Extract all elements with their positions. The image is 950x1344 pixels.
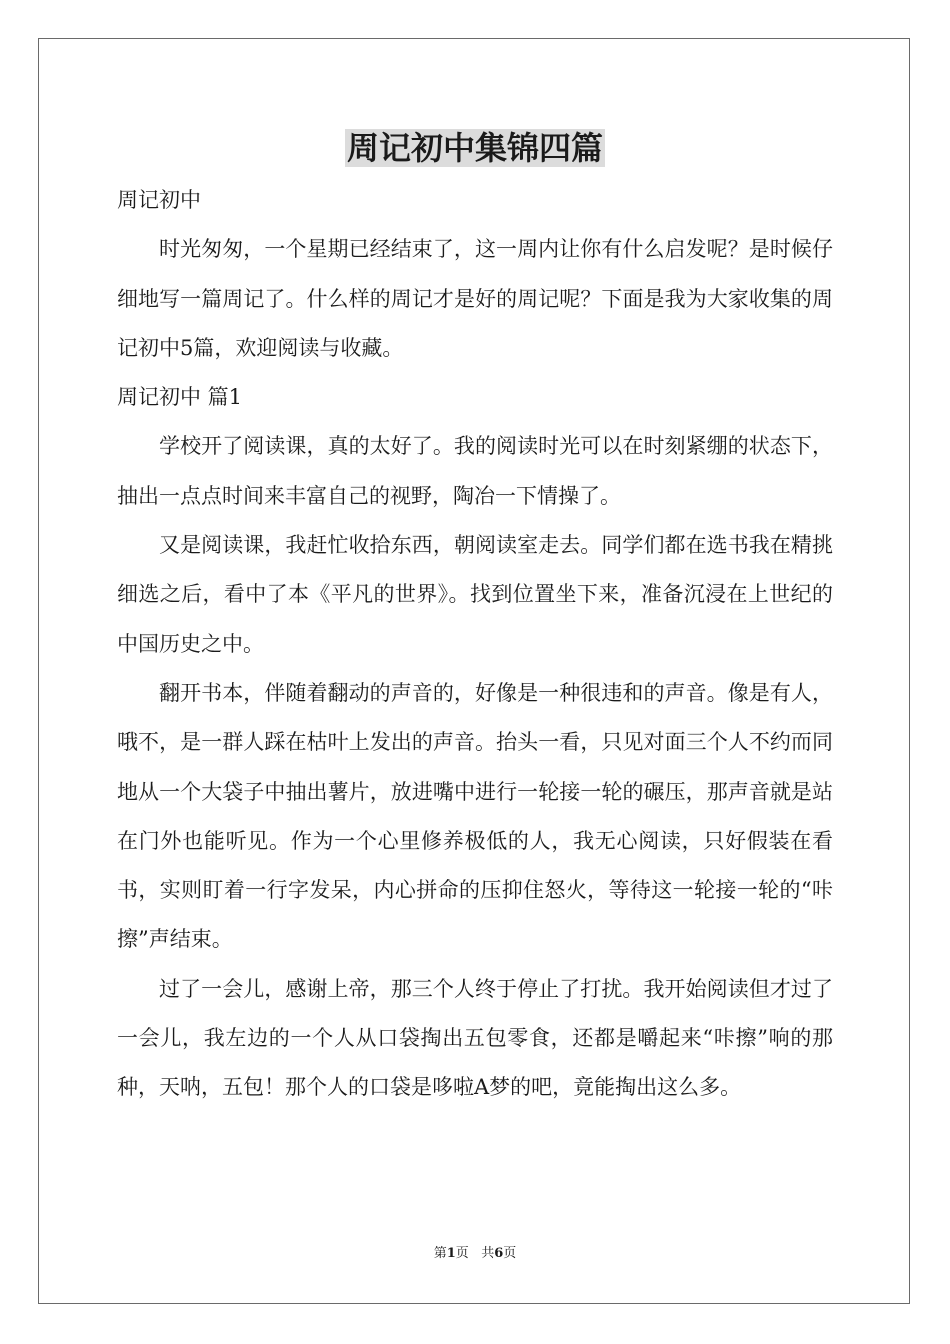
body-paragraph: 又是阅读课，我赶忙收拾东西，朝阅读室走去。同学们都在选书我在精挑细选之后，看中了本《平凡的世界》。找到位置坐下来，准备沉浸在上世纪的中国历史之中。 bbox=[117, 533, 833, 656]
article-heading: 周记初中 篇1 bbox=[117, 385, 243, 410]
body-paragraph: 翻开书本，伴随着翻动的声音的，好像是一种很违和的声音。像是有人，哦不，是一群人踩在枯叶上发出的声音。抬头一看，只见对面三个人不约而同地从一个大袋子中抽出薯片，放进嘴中进行一轮接一轮的碾压，那声音就是站在门外也能听见。作为一个心里修养极低的人，我无心阅读，只好假装在看书，实则盯着一行字发呆，内心拼命的压抑住怒火，等待这一轮接一轮的“咔擦”声结束。 bbox=[117, 680, 833, 952]
document-title-text: 周记初中集锦四篇 bbox=[346, 129, 603, 167]
page-footer bbox=[0, 1245, 950, 1263]
page-suffix: 页 bbox=[455, 1246, 469, 1261]
intro-paragraph: 时光匆匆，一个星期已经结束了，这一周内让你有什么启发呢？是时候仔细地写一篇周记了。什么样的周记才是好的周记呢？下面是我为大家收集的周记初中5篇，欢迎阅读与收藏。 bbox=[117, 237, 833, 360]
page-number: 1 bbox=[446, 1246, 456, 1261]
section-heading: 周记初中 bbox=[117, 188, 201, 212]
page-prefix: 第 bbox=[433, 1246, 447, 1261]
document-title bbox=[0, 124, 950, 172]
total-prefix: 共 bbox=[481, 1246, 495, 1261]
page-total: 6 bbox=[494, 1246, 504, 1261]
total-suffix: 页 bbox=[503, 1246, 517, 1261]
body-paragraph: 学校开了阅读课，真的太好了。我的阅读时光可以在时刻紧绷的状态下，抽出一点点时间来丰富自己的视野，陶冶一下情操了。 bbox=[117, 434, 833, 508]
body-paragraph: 过了一会儿，感谢上帝，那三个人终于停止了打扰。我开始阅读但才过了一会儿，我左边的一个人从口袋掏出五包零食，还都是嚼起来“咔擦”响的那种，天呐，五包！那个人的口袋是哆啦A梦的吧，竟能掏出这么多。 bbox=[117, 976, 833, 1100]
document-body bbox=[117, 176, 833, 1113]
